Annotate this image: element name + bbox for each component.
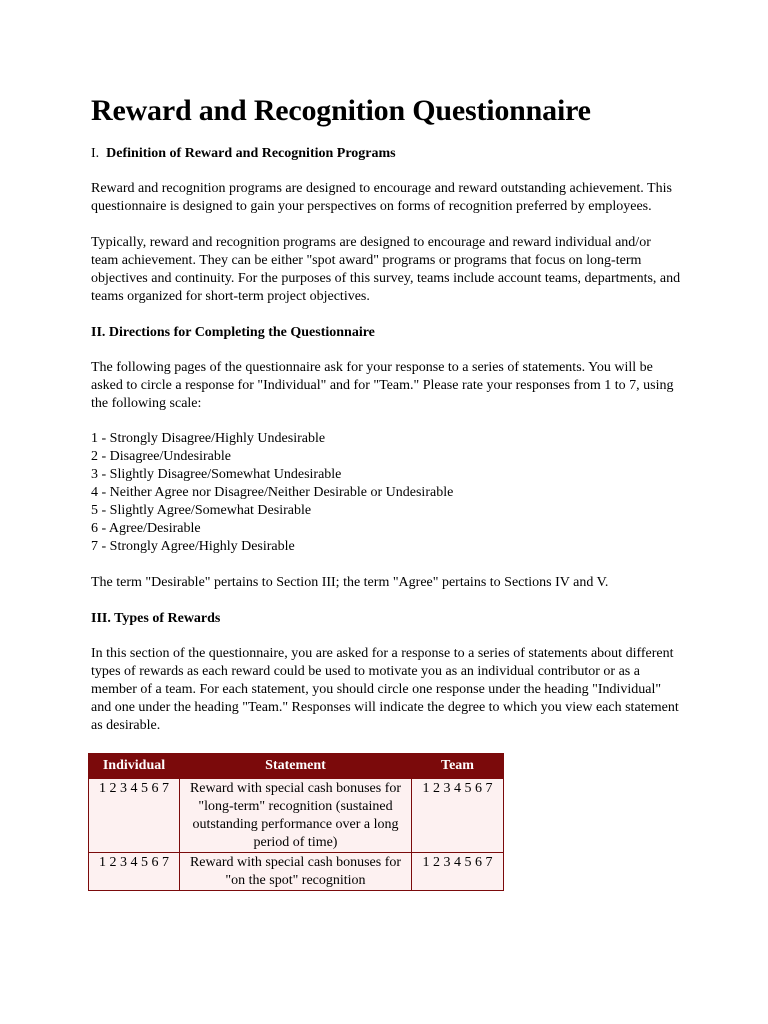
individual-rating-cell[interactable]: 1 2 3 4 5 6 7 — [89, 779, 180, 853]
scale-item: 5 - Slightly Agree/Somewhat Desirable — [91, 503, 312, 518]
section-3-heading: III. Types of Rewards — [91, 611, 221, 626]
document-page — [91, 92, 681, 891]
header-team: Team — [412, 754, 504, 779]
scale-item: 4 - Neither Agree nor Disagree/Neither Desirable or Undesirable — [91, 485, 454, 500]
table-row — [89, 853, 504, 891]
table-row — [89, 779, 504, 853]
section-3-intro: In this section of the questionnaire, you are asked for a response to a series of statements about different types of rewards as each reward could be used to motivate you as an individual contributor or as a member of a team. For each statement, you should circle one response under the heading "Individual" and one under the heading "Team." Responses will indicate the degree to which you view each statement as desirable. — [91, 646, 679, 733]
statement-cell: Reward with special cash bonuses for "long-term" recognition (sustained outstanding performance over a long period of time) — [180, 779, 412, 853]
scale-item: 2 - Disagree/Undesirable — [91, 449, 231, 464]
rating-scale-list — [91, 430, 681, 556]
rewards-table — [88, 753, 504, 891]
section-1-paragraph: Reward and recognition programs are designed to encourage and reward outstanding achievement. This questionnaire is designed to gain your perspectives on forms of recognition preferred by employees. — [91, 181, 672, 214]
section-1-title: Definition of Reward and Recognition Programs — [106, 146, 396, 161]
section-1-number: I. — [91, 146, 100, 161]
team-rating-cell[interactable]: 1 2 3 4 5 6 7 — [412, 853, 504, 891]
scale-item: 7 - Strongly Agree/Highly Desirable — [91, 539, 295, 554]
scale-item: 6 - Agree/Desirable — [91, 521, 201, 536]
section-1-paragraph: Typically, reward and recognition programs are designed to encourage and reward individual and/or team achievement. They can be either "spot award" programs or programs that focus on long-term objectives and continuity. For the purposes of this survey, teams include account teams, departments, and teams organized for short-term project objectives. — [91, 235, 681, 304]
table-header-row — [89, 754, 504, 779]
scale-item: 1 - Strongly Disagree/Highly Undesirable — [91, 431, 326, 446]
individual-rating-cell[interactable]: 1 2 3 4 5 6 7 — [89, 853, 180, 891]
section-1-heading — [91, 145, 681, 163]
section-2-note: The term "Desirable" pertains to Section III; the term "Agree" pertains to Sections IV and V. — [91, 575, 609, 590]
header-individual: Individual — [89, 754, 180, 779]
team-rating-cell[interactable]: 1 2 3 4 5 6 7 — [412, 779, 504, 853]
section-2-heading: II. Directions for Completing the Questionnaire — [91, 325, 375, 340]
page-title: Reward and Recognition Questionnaire — [91, 94, 591, 127]
section-2-intro: The following pages of the questionnaire ask for your response to a series of statements. You will be asked to circle a response for "Individual" and for "Team." Please rate your responses from 1 to 7, using the following scale: — [91, 360, 674, 411]
statement-cell: Reward with special cash bonuses for "on the spot" recognition — [180, 853, 412, 891]
scale-item: 3 - Slightly Disagree/Somewhat Undesirable — [91, 467, 342, 482]
header-statement: Statement — [180, 754, 412, 779]
